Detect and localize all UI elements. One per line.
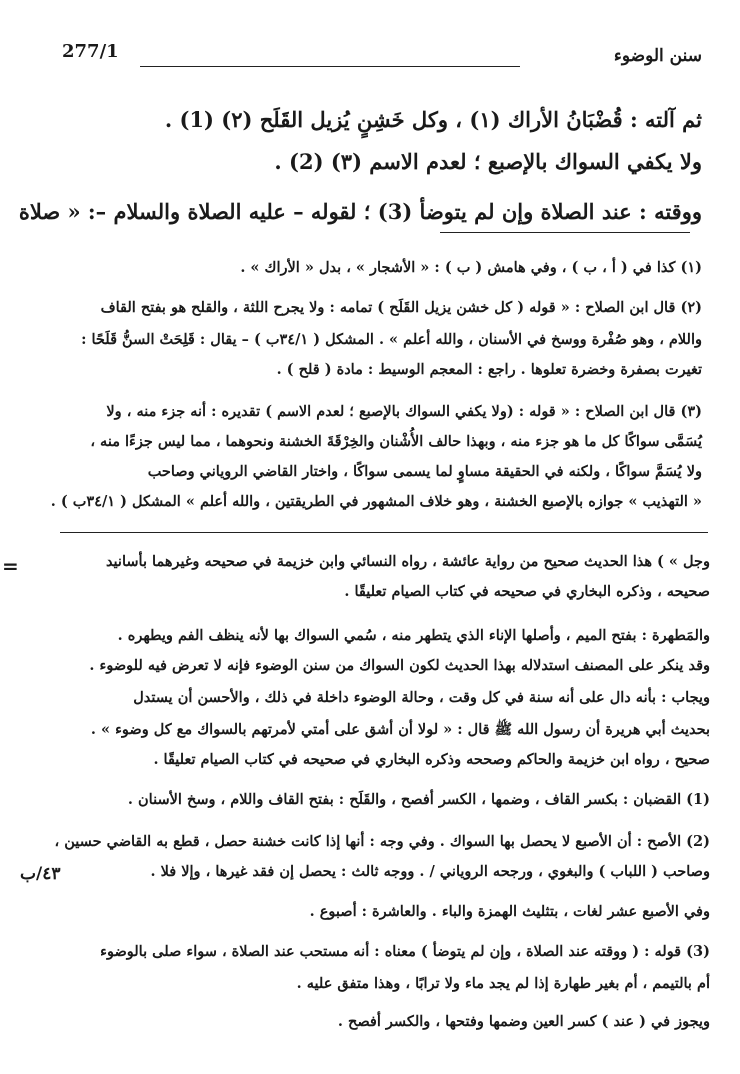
commentary-line: والمَطهرة : بفتح الميم ، وأصلها الإناء الذي يتطهر منه ، سُمي السواك بها لأنه ينظف الفم ويطهره .: [117, 627, 710, 644]
header-rule: [140, 66, 520, 67]
commentary-line: صحيح ، رواه ابن خزيمة والحاكم وصححه وذكره البخاري في صحيحه في كتاب الصيام تعليقًا .: [153, 751, 710, 768]
footnote-line: يُسَمَّى سواكًا كل ما هو جزء منه ، وبهذا حالف الأُشْنان والخِرْقَةَ الخشنة ونحوهما ، مما ليس جزءًا منه ،: [90, 433, 702, 450]
commentary-line: صحيحه ، وذكره البخاري في صحيحه في كتاب الصيام تعليقًا .: [344, 583, 710, 600]
footnote-line: واللام ، وهو صُفْرة ووسخ في الأسنان ، والله أعلم » . المشكل ( ٣٤/١ب ) – يقال : قَلِحَتْ السنُّ قَلَحًا :: [81, 331, 702, 348]
commentary-line: ويجاب : بأنه دال على أنه سنة في كل وقت ، وحالة الوضوء داخلة في ذلك ، والأحسن أن يستدل: [133, 689, 710, 706]
footnote-line: (٣) قال ابن الصلاح : « قوله : (ولا يكفي السواك بالإصبع ؛ لعدم الاسم ) تقديره : أنه جزء منه ، ولا: [106, 403, 702, 420]
footnote-line: (٢) قال ابن الصلاح : « قوله ( كل خشن يزيل القَلَح ) تمامه : ولا يجرح اللثة ، والقلح هو بفتح القاف: [100, 299, 702, 316]
footnote-line: تغيرت بصفرة وخضرة تعلوها . راجع : المعجم الوسيط : مادة ( قلح ) .: [276, 361, 702, 378]
footnote-line: ولا يُسَمَّ سواكًا ، ولكنه في الحقيقة مساوٍ لما يسمى سواكًا ، واختار القاضي الروياني وصاحب: [147, 463, 702, 480]
margin-note: ٤٣/ب: [20, 864, 61, 884]
commentary-line: أم بالتيمم ، أم بغير طهارة إذا لم يجد ماء ولا ترابًا ، وهذا متفق عليه .: [296, 975, 710, 992]
running-title: سنن الوضوء: [613, 46, 702, 66]
section-divider: [60, 532, 708, 533]
commentary-line: (3) قوله : ( ووقته عند الصلاة ، وإن لم يتوضأ ) معناه : أنه مستحب عند الصلاة ، سواء صلى بالوضوء: [100, 943, 710, 960]
main-line: ثم آلته : قُضْبَانُ الأراك (١) ، وكل خَشِنٍ يُزيل القَلَح (٢) (1) .: [164, 107, 702, 132]
commentary-line: (2) الأصح : أن الأصبع لا يحصل بها السواك . وفي وجه : أنها إذا كانت خشنة حصل ، قطع به القاضي حسين ،: [54, 833, 710, 850]
commentary-line: وفي الأصبع عشر لغات ، بتثليث الهمزة والباء . والعاشرة : أصبوع .: [309, 903, 710, 920]
continuation-mark: =: [2, 554, 19, 578]
commentary-line: وجل » ) هذا الحديث صحيح من رواية عائشة ، رواه النسائي وابن خزيمة في صحيحه وغيرهما بأسانيد: [105, 553, 710, 570]
commentary-line: وصاحب ( اللباب ) والبغوي ، ورجحه الروياني / . ووجه ثالث : يحصل إن فقد غيرها ، وإلا فلا .: [150, 863, 710, 880]
main-line: ولا يكفي السواك بالإصبع ؛ لعدم الاسم (٣) (2) .: [274, 149, 702, 174]
main-underline: [440, 232, 690, 233]
commentary-line: بحديث أبي هريرة أن رسول الله ﷺ قال : « لولا أن أشق على أمتي لأمرتهم بالسواك مع كل وضوء » .: [90, 721, 710, 738]
footnote-line: (١) كذا في ( أ ، ب ) ، وفي هامش ( ب ) : « الأشجار » ، بدل « الأراك » .: [240, 259, 702, 276]
page-number: 277/1: [62, 41, 119, 62]
commentary-line: (1) القضبان : بكسر القاف ، وضمها ، الكسر أفصح ، والقَلَح : بفتح القاف واللام ، وسخ الأسنان .: [127, 791, 710, 808]
commentary-line: وقد ينكر على المصنف استدلاله بهذا الحديث لكون السواك من سنن الوضوء فإنه لا تعرض فيه للوضوء .: [89, 657, 710, 674]
commentary-line: ويجوز في ( عند ) كسر العين وضمها وفتحها ، والكسر أفصح .: [337, 1013, 710, 1030]
main-line: ووقته : عند الصلاة وإن لم يتوضأ (3) ؛ لقوله – عليه الصلاة والسلام –: « صلاة: [18, 199, 702, 224]
footnote-line: « التهذيب » جوازه بالإصبع الخشنة ، وهو خلاف المشهور في الطريقتين ، والله أعلم » المشكل ( ٣٤/١ب ) .: [50, 493, 702, 510]
